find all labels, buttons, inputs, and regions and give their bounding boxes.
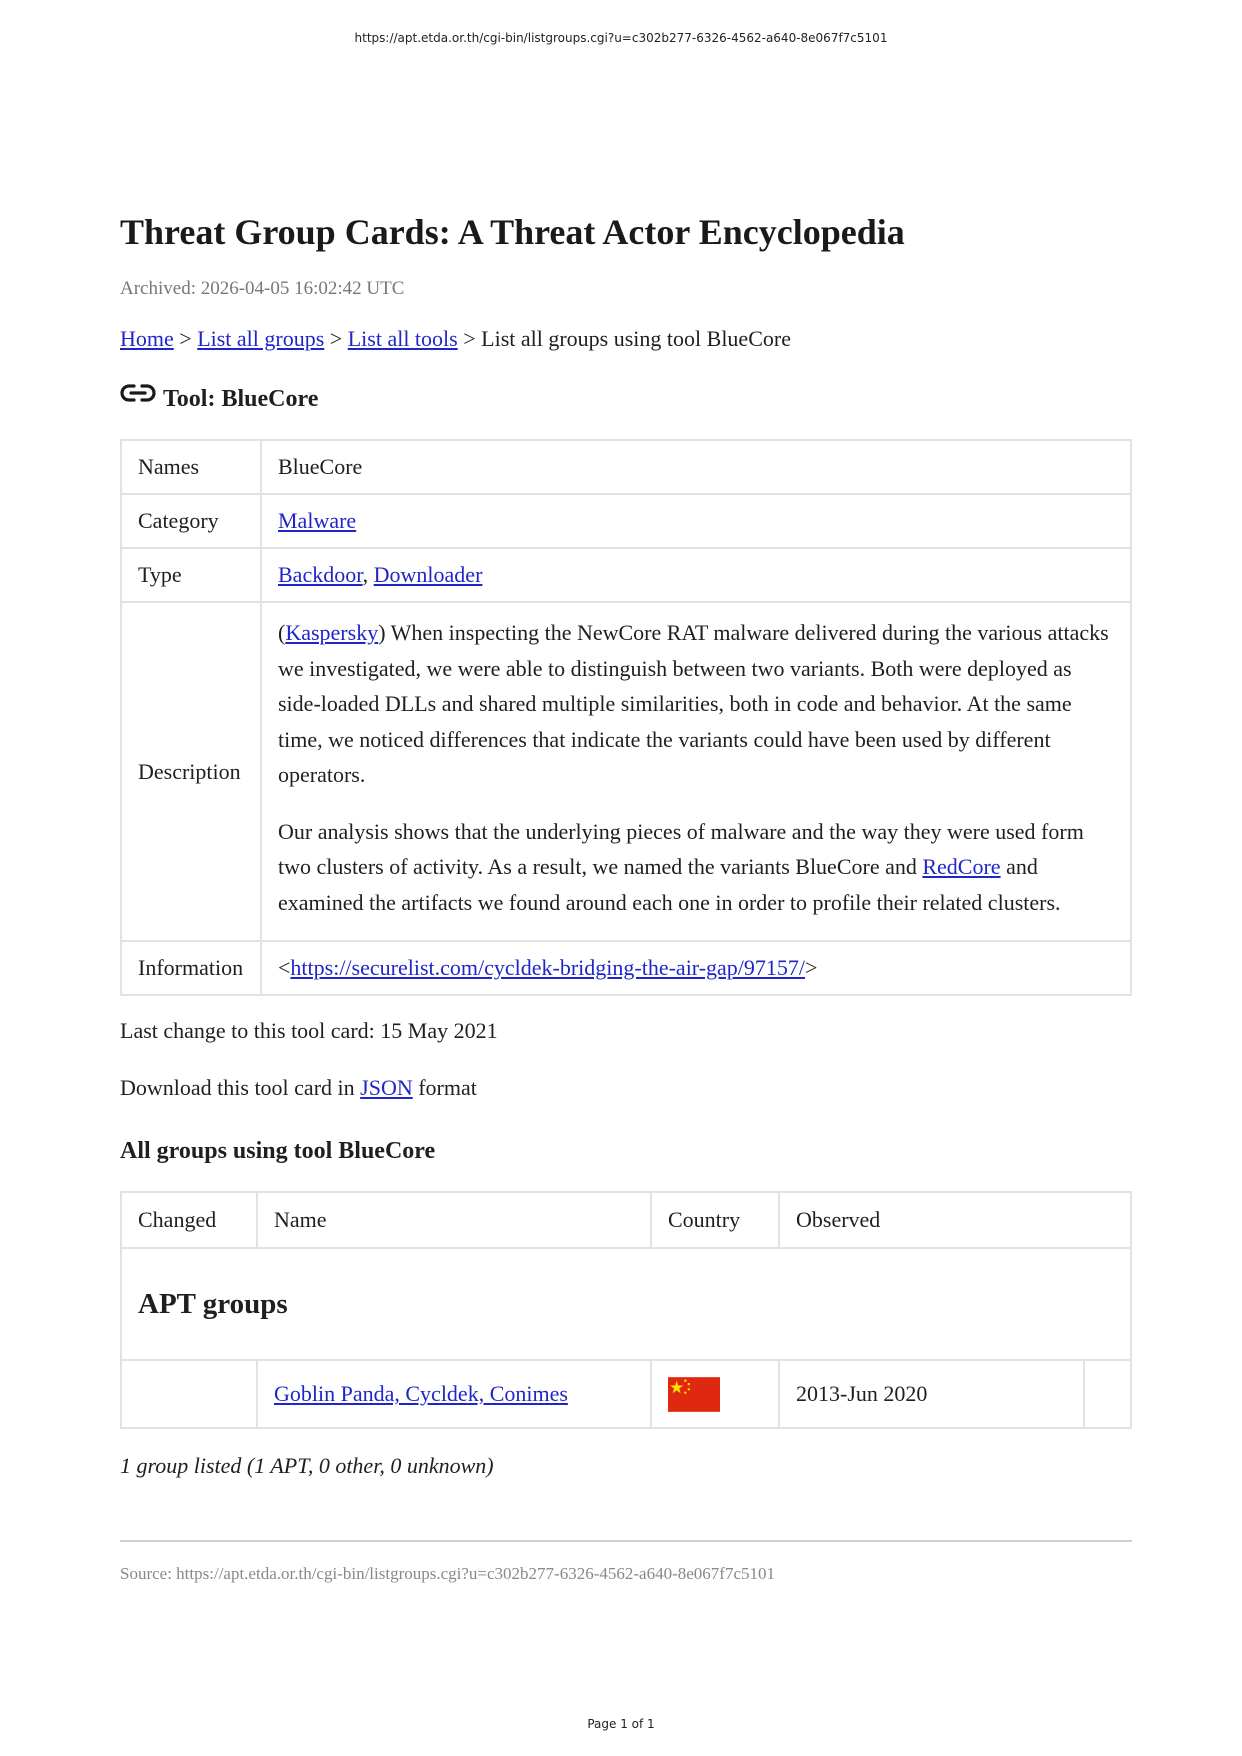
type-downloader-link[interactable]: Downloader: [373, 562, 483, 587]
download-line: [120, 1073, 1132, 1103]
description-text: Our analysis shows that the underlying pieces of malware and the way they were used form two clusters of activity. As a result, we named the variants BlueCore and: [278, 818, 1084, 879]
securelist-reference-link[interactable]: https://securelist.com/cycldek-bridging-the-air-gap/97157/: [290, 955, 806, 980]
main-content: [120, 210, 1132, 1586]
names-value: BlueCore: [261, 440, 1131, 494]
breadcrumb-list-groups-link[interactable]: List all groups: [197, 326, 325, 351]
download-text: format: [412, 1075, 477, 1100]
information-label: Information: [121, 941, 261, 995]
group-name-cell: [257, 1360, 651, 1428]
archived-timestamp: Archived: 2026-04-05 16:02:42 UTC: [120, 278, 405, 299]
tool-category-row: [121, 494, 1131, 548]
print-header-url: https://apt.etda.or.th/cgi-bin/listgroups.cgi?u=c302b277-6326-4562-a640-8e067f7c5101: [354, 31, 888, 45]
page-number: Page 1 of 1: [587, 1717, 655, 1731]
tool-card-table: [120, 439, 1132, 996]
kaspersky-source-link[interactable]: Kaspersky: [285, 620, 379, 645]
description-label: Description: [121, 602, 261, 941]
groups-header-row: [121, 1192, 1131, 1248]
tool-heading-text: Tool: BlueCore: [163, 386, 319, 412]
information-bracket: >: [805, 955, 818, 980]
group-goblin-panda-link[interactable]: Goblin Panda, Cycldek, Conimes: [274, 1381, 568, 1406]
column-header-name: Name: [257, 1192, 651, 1248]
link-icon: [120, 381, 156, 405]
groups-summary: 1 group listed (1 APT, 0 other, 0 unknown): [120, 1453, 494, 1478]
tool-type-row: [121, 548, 1131, 602]
source-url: Source: https://apt.etda.or.th/cgi-bin/listgroups.cgi?u=c302b277-6326-4562-a640-8e067f7c5101: [120, 1564, 775, 1583]
tool-information-row: [121, 941, 1131, 995]
description-paragraph: [278, 814, 1114, 921]
tool-description-row: [121, 602, 1131, 941]
last-change-text: Last change to this tool card: 15 May 2021: [120, 1018, 498, 1043]
group-extra-cell: [1084, 1360, 1131, 1428]
type-label: Type: [121, 548, 261, 602]
page-title: Threat Group Cards: A Threat Actor Encyclopedia: [120, 212, 905, 252]
redcore-link[interactable]: RedCore: [922, 854, 1001, 879]
breadcrumb-home-link[interactable]: Home: [120, 326, 174, 351]
tool-heading: [120, 384, 1132, 414]
type-backdoor-link[interactable]: Backdoor: [278, 562, 363, 587]
column-header-country: Country: [651, 1192, 779, 1248]
groups-heading: All groups using tool BlueCore: [120, 1138, 436, 1164]
type-separator: ,: [362, 562, 374, 587]
group-observed-cell: 2013-Jun 2020: [779, 1360, 1084, 1428]
description-paragraph: [278, 615, 1114, 793]
groups-table: [120, 1191, 1132, 1429]
information-bracket: <: [278, 955, 291, 980]
column-header-observed: Observed: [779, 1192, 1131, 1248]
breadcrumb-separator: >: [457, 326, 482, 351]
download-text: Download this tool card in: [120, 1075, 361, 1100]
source-divider: [120, 1540, 1132, 1542]
breadcrumb-separator: >: [173, 326, 198, 351]
type-value: [261, 548, 1131, 602]
download-json-link[interactable]: JSON: [360, 1075, 413, 1100]
names-label: Names: [121, 440, 261, 494]
breadcrumb-list-tools-link[interactable]: List all tools: [347, 326, 458, 351]
column-header-changed: Changed: [121, 1192, 257, 1248]
description-text: ) When inspecting the NewCore RAT malware delivered during the various attacks we investigated, we were able to distinguish between two variants. Both were deployed as side-loaded DLLs and shared multiple similarities, both in code and behavior. At the same time, we noticed differences that indicate the variants could have been used by different operators.: [278, 620, 1109, 787]
description-text: and examined the artifacts we found around each one in order to profile their related clusters.: [278, 854, 1061, 915]
breadcrumb: [120, 324, 1132, 354]
china-flag-icon: [668, 1377, 720, 1412]
breadcrumb-current: List all groups using tool BlueCore: [481, 326, 791, 351]
breadcrumb-separator: >: [324, 326, 348, 351]
description-value: [261, 602, 1131, 941]
group-country-cell: [651, 1360, 779, 1428]
description-paren: (: [278, 620, 286, 645]
apt-groups-section-label: APT groups: [121, 1248, 1131, 1360]
information-value: [261, 941, 1131, 995]
category-value: [261, 494, 1131, 548]
category-malware-link[interactable]: Malware: [278, 508, 357, 533]
table-row: [121, 1360, 1131, 1428]
apt-groups-section-row: [121, 1248, 1131, 1360]
group-changed-cell: [121, 1360, 257, 1428]
tool-names-row: [121, 440, 1131, 494]
category-label: Category: [121, 494, 261, 548]
